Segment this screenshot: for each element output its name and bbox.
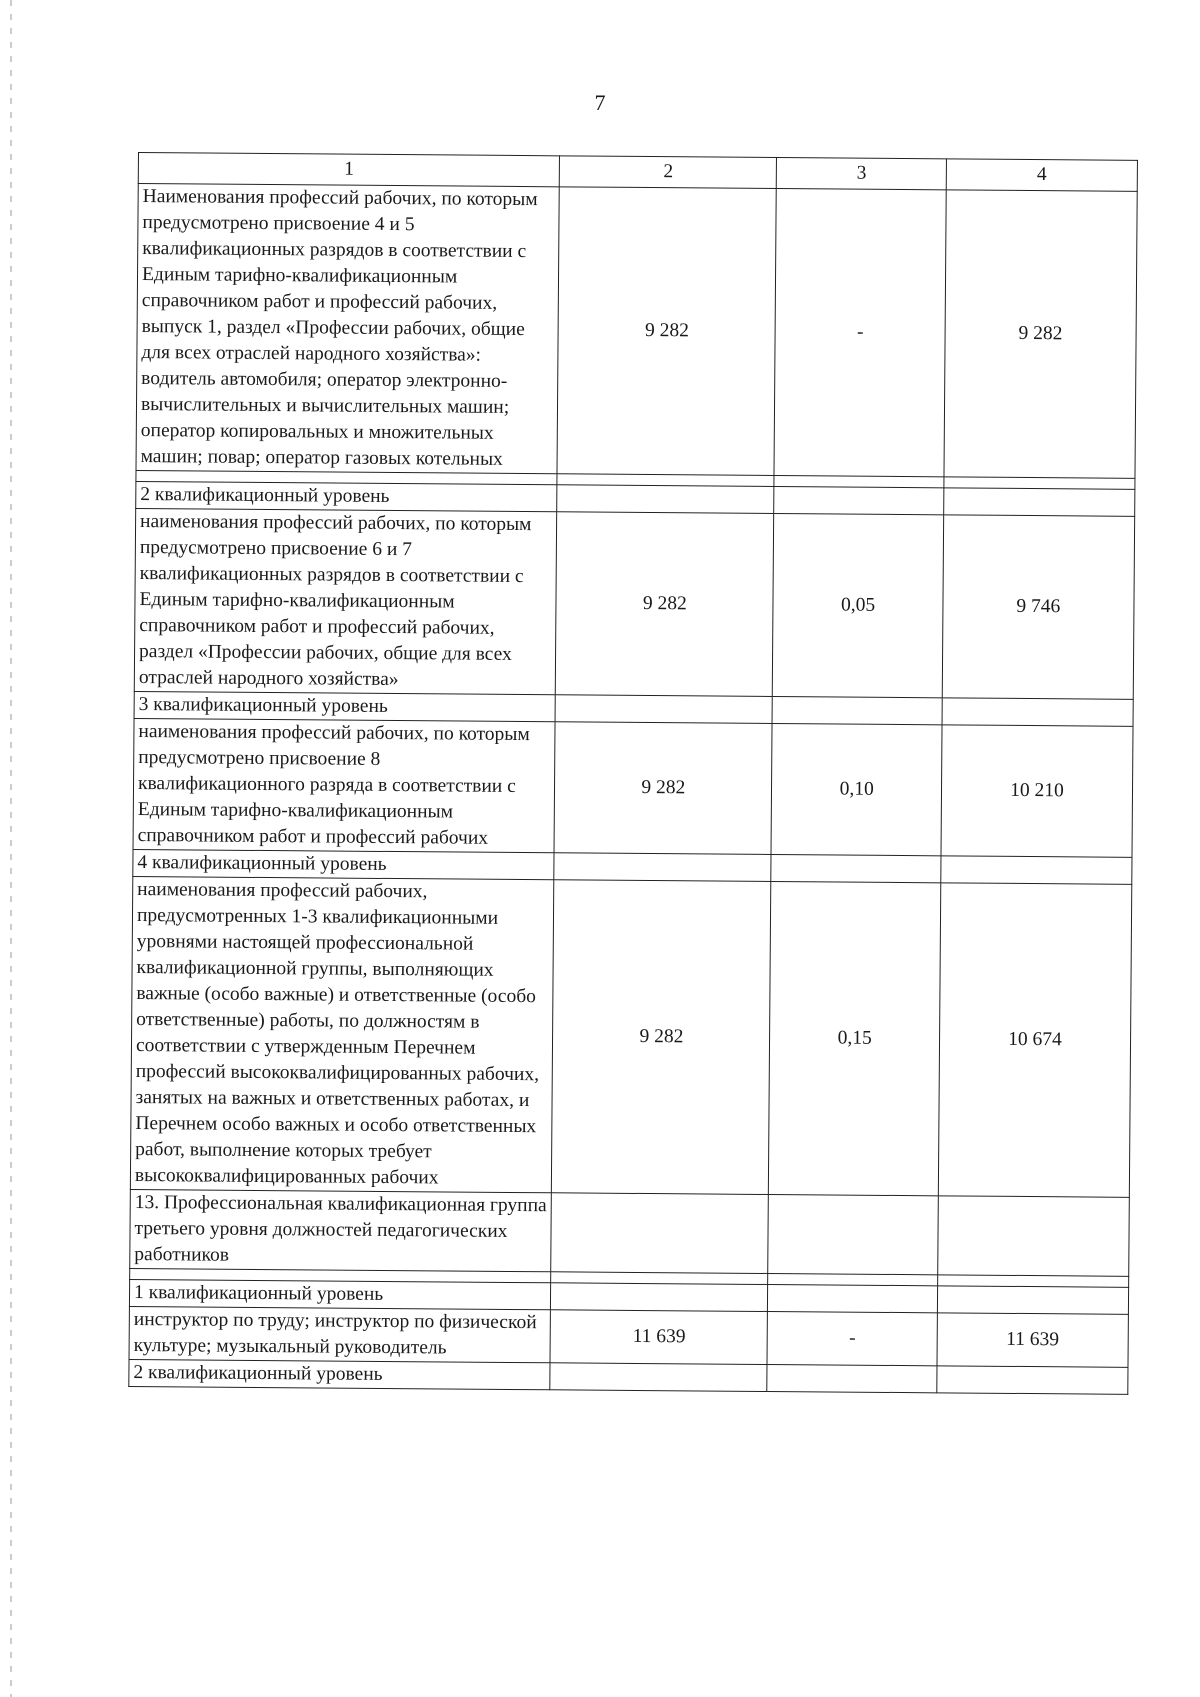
profession-cell: инструктор по труду; инструктор по физической культуре; музыкальный руководитель xyxy=(129,1306,551,1362)
level-label: 3 квалификационный уровень xyxy=(134,691,556,721)
level-label: 2 квалификационный уровень xyxy=(136,481,558,511)
salary-cell: 10 674 xyxy=(938,883,1132,1197)
coefficient-cell: 0,05 xyxy=(773,514,944,698)
coefficient-cell: 0,15 xyxy=(769,881,941,1195)
salary-cell: 9 282 xyxy=(944,190,1137,478)
profession-cell: наименования профессий рабочих, предусмотренных 1-3 квалификационными уровнями настоящей профессиональной квалификационной группы, выполняющих важные (особо важные) и ответственные (особо ответственные) работы, по должностям в соответствии с утвержденным Перечнем профессий высококвалифицированных рабочих, занятых на важных и ответственных работах, и Перечнем особо важных и особо ответственных работ, выполнение которых требует высококвалифицированных рабочих xyxy=(130,876,554,1192)
table-row xyxy=(130,876,1131,1197)
salary-cell: 10 210 xyxy=(941,725,1133,857)
scan-edge-mark xyxy=(10,0,12,1697)
salary-cell: 9 746 xyxy=(942,515,1135,699)
table-row xyxy=(134,508,1134,699)
header-col-2: 2 xyxy=(560,156,777,189)
coefficient-cell: 0,10 xyxy=(771,724,941,856)
salary-table xyxy=(128,152,1138,1395)
profession-cell: наименования профессий рабочих, по которым предусмотрено присвоение 6 и 7 квалификационных разрядов в соответствии с Единым тарифно-квалификационным справочником работ и профессий рабочих, раздел «Профессии рабочих, общие для всех отраслей народного хозяйства» xyxy=(134,508,557,694)
header-col-4: 4 xyxy=(946,159,1137,192)
page-number: 7 xyxy=(594,90,606,115)
base-salary-cell: 9 282 xyxy=(557,187,776,476)
profession-cell: Наименования профессий рабочих, по которым предусмотрено присвоение 4 и 5 квалификационных разрядов в соответствии с Единым тарифно-квалификационным справочником работ и профессий рабочих, выпуск 1, раздел «Профессии рабочих, общие для всех отраслей народного хозяйства»: водитель автомобиля; оператор электронно-вычислительных и вычислительных машин; оператор копировальных и множительных машин; повар; оператор газовых котельных xyxy=(136,184,560,474)
salary-cell: 11 639 xyxy=(937,1313,1129,1367)
table-row xyxy=(136,184,1137,479)
base-salary-cell: 9 282 xyxy=(554,722,772,855)
level-label: 1 квалификационный уровень xyxy=(129,1279,551,1309)
base-salary-cell: 9 282 xyxy=(552,880,772,1195)
profession-cell: наименования профессий рабочих, по которым предусмотрено присвоение 8 квалификационного разряда в соответствии с Единым тарифно-квалификационным справочником работ и профессий рабочих xyxy=(133,718,555,852)
header-col-1: 1 xyxy=(138,153,560,187)
group-heading: 13. Профессиональная квалификационная группа третьего уровня должностей педагогических работников xyxy=(130,1189,552,1271)
group-heading-row xyxy=(130,1189,1130,1276)
table-row xyxy=(129,1306,1128,1367)
level-label: 2 квалификационный уровень xyxy=(129,1359,551,1389)
level-label: 4 квалификационный уровень xyxy=(133,849,555,879)
coefficient-cell: - xyxy=(767,1311,937,1365)
header-col-3: 3 xyxy=(777,158,947,190)
coefficient-cell: - xyxy=(774,189,946,477)
table-row xyxy=(133,718,1133,857)
base-salary-cell: 9 282 xyxy=(556,512,775,697)
base-salary-cell: 11 639 xyxy=(550,1310,768,1365)
